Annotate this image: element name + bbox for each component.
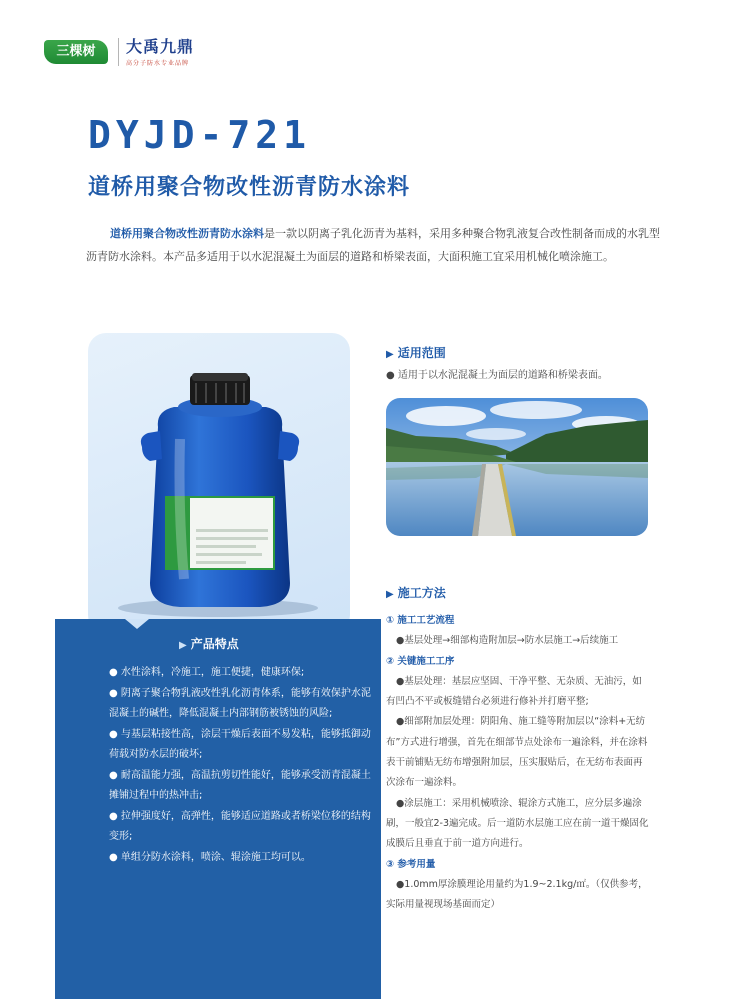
dayu-jiuding-logo [126, 38, 194, 67]
features-panel [55, 619, 381, 999]
logo-divider [118, 38, 119, 66]
brand-name: 大禹九鼎 [126, 37, 195, 56]
paint-bucket-image [140, 369, 300, 611]
scope-item: ● 适用于以水泥混凝土为面层的道路和桥梁表面。 [386, 370, 608, 381]
arrow-icon: ▶ [386, 349, 394, 360]
panel-notch [125, 619, 149, 629]
method-text: ●基层处理：基层应坚固、干净平整、无杂质、无油污，如有凹凸不平或板缝错台必须进行修补并打磨平整; [386, 675, 642, 708]
method-text: ●1.0mm厚涂膜理论用量约为1.9~2.1kg/㎡。（仅供参考，实际用量视现场基面而定） [386, 878, 648, 911]
features-heading-text: 产品特点 [190, 637, 239, 651]
feature-item: ● 单组分防水涂料，喷涂、辊涂施工均可以。 [109, 851, 311, 863]
scope-heading [386, 344, 446, 361]
method-heading-text: 施工方法 [397, 586, 446, 600]
features-list [109, 663, 371, 868]
features-heading [179, 635, 239, 652]
method-body [386, 611, 650, 915]
bridge-lake-photo [386, 398, 648, 536]
product-model: DYJD-721 [88, 113, 312, 157]
method-text: ●涂层施工：采用机械喷涂、辊涂方式施工，应分层多遍涂刷，一般宜2-3遍完成。后一道防水层施工应在前一道干燥固化成膜后且垂直于前一道方向进行。 [386, 797, 649, 850]
sankeshu-logo: 三棵树 [44, 40, 108, 64]
product-title: 道桥用聚合物改性沥青防水涂料 [88, 175, 411, 200]
brand-slogan: 高分子防水专业品牌 [126, 60, 190, 67]
feature-item: ● 与基层粘接性高，涂层干燥后表面不易发粘，能够抵御动荷载对防水层的破坏; [109, 728, 371, 760]
feature-item: ● 阴离子聚合物乳液改性乳化沥青体系，能够有效保护水泥混凝土的碱性，降低混凝土内部钢筋被锈蚀的风险; [109, 687, 371, 719]
arrow-icon: ▶ [386, 589, 394, 600]
arrow-icon: ▶ [179, 640, 187, 651]
method-heading [386, 584, 446, 601]
method-sub-title: ③ 参考用量 [386, 858, 436, 870]
method-text: ●细部附加层处理：阴阳角、施工缝等附加层以“涂料+无纺布”方式进行增强，首先在细部节点处涂布一遍涂料，并在涂料表干前铺贴无纺布增强附加层，压实服贴后，在无纺布表面再次涂布一遍涂料。 [386, 716, 648, 789]
intro-highlight: 道桥用聚合物改性沥青防水涂料 [110, 227, 264, 240]
feature-item: ● 水性涂料，冷施工，施工便捷，健康环保; [109, 667, 305, 678]
method-sub-title: ① 施工工艺流程 [386, 615, 455, 626]
feature-item: ● 拉伸强度好，高弹性，能够适应道路或者桥梁位移的结构变形; [109, 810, 371, 842]
product-image-card [88, 333, 350, 633]
method-sub-title: ② 关键施工工序 [386, 655, 455, 667]
intro-text: 是一款以阴离子乳化沥青为基料，采用多种聚合物乳液复合改性制备而成的水乳型沥青防水涂料。本产品多适用于以水泥混凝土为面层的道路和桥梁表面，大面积施工宜采用机械化喷涂施工。 [86, 227, 660, 263]
scope-heading-text: 适用范围 [397, 346, 446, 360]
method-text: ●基层处理→细部构造附加层→防水层施工→后续施工 [396, 635, 619, 647]
feature-item: ● 耐高温能力强，高温抗剪切性能好，能够承受沥青混凝土摊铺过程中的热冲击; [109, 769, 371, 801]
product-intro [86, 222, 660, 268]
